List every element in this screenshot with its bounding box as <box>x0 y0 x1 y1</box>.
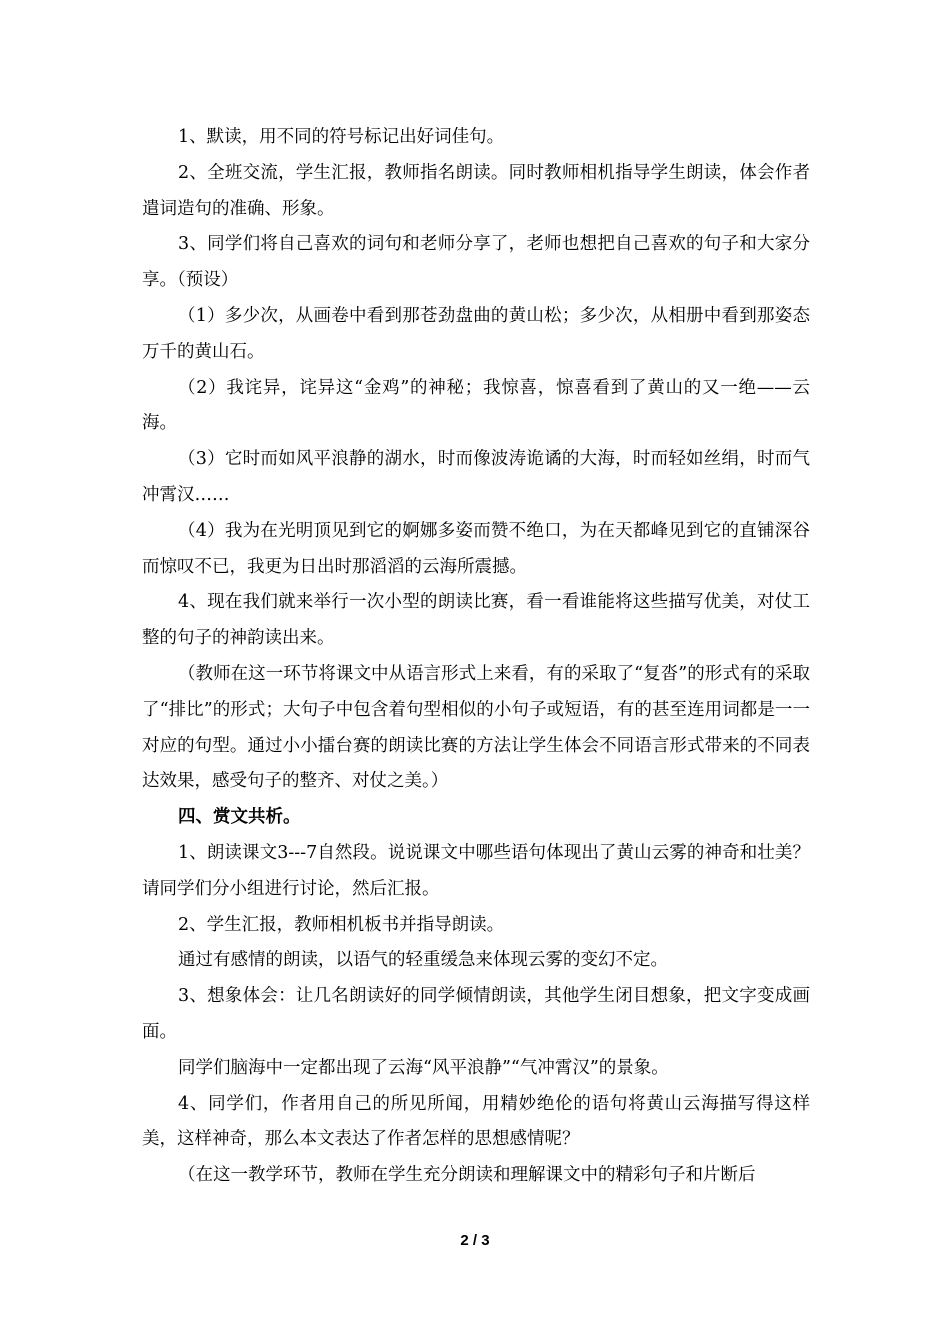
paragraph-13: 通过有感情的朗读，以语气的轻重缓急来体现云雾的变幻不定。 <box>178 950 668 971</box>
paragraph-3: 3、同学们将自己喜欢的词句和老师分享了，老师也想把自己喜欢的句子和大家分享。（预设） <box>142 234 810 291</box>
paragraph-16: 4、同学们，作者用自己的所见所闻，用精妙绝伦的语句将黄山云海描写得这样美，这样神奇，那么本文表达了作者怎样的思想感情呢？ <box>142 1093 810 1150</box>
paragraph-14: 3、想象体会：让几名朗读好的同学倾情朗读，其他学生闭目想象，把文字变成画面。 <box>142 986 810 1042</box>
paragraph-1: 1、默读，用不同的符号标记出好词佳句。 <box>178 127 505 147</box>
paragraph-8: 4、现在我们就来举行一次小型的朗读比赛，看一看谁能将这些描写优美，对仗工整的句子的神韵读出来。 <box>142 592 810 649</box>
paragraph-12: 2、学生汇报，教师相机板书并指导朗读。 <box>178 914 505 935</box>
paragraph-15: 同学们脑海中一定都出现了云海“风平浪静”“气冲霄汉”的景象。 <box>178 1057 669 1078</box>
paragraph-11: 1、朗读课文3---7自然段。说说课文中哪些语句体现出了黄山云雾的神奇和壮美？请同学们分小组进行讨论，然后汇报。 <box>142 842 810 899</box>
document-body <box>142 120 810 1194</box>
paragraph-9: （教师在这一环节将课文中从语言形式上来看，有的采取了“复沓”的形式有的采取了“排比”的形式；大句子中包含着句型相似的小句子或短语，有的甚至连用词都是一一对应的句型。通过小小擂台赛的朗读比赛的方法让学生体会不同语言形式带来的不同表达效果，感受句子的整齐、对仗之美。） <box>142 663 810 792</box>
section-heading: 四、赏文共析。 <box>178 807 301 828</box>
paragraph-4: （1）多少次，从画卷中看到那苍劲盘曲的黄山松；多少次，从相册中看到那姿态万千的黄山石。 <box>142 305 810 362</box>
paragraph-5: （2）我诧异，诧异这“金鸡”的神秘；我惊喜，惊喜看到了黄山的又一绝——云海。 <box>142 377 810 434</box>
paragraph-7: （4）我为在光明顶见到它的婀娜多姿而赞不绝口，为在天都峰见到它的直铺深谷而惊叹不已，我更为日出时那滔滔的云海所震撼。 <box>142 520 810 577</box>
paragraph-17: （在这一教学环节，教师在学生充分朗读和理解课文中的精彩句子和片断后 <box>178 1165 756 1186</box>
paragraph-6: （3）它时而如风平浪静的湖水，时而像波涛诡谲的大海，时而轻如丝绢，时而气冲霄汉…… <box>142 449 810 505</box>
page-number: 2 / 3 <box>460 1232 490 1249</box>
paragraph-2: 2、全班交流，学生汇报，教师指名朗读。同时教师相机指导学生朗读，体会作者遣词造句的准确、形象。 <box>142 162 810 219</box>
